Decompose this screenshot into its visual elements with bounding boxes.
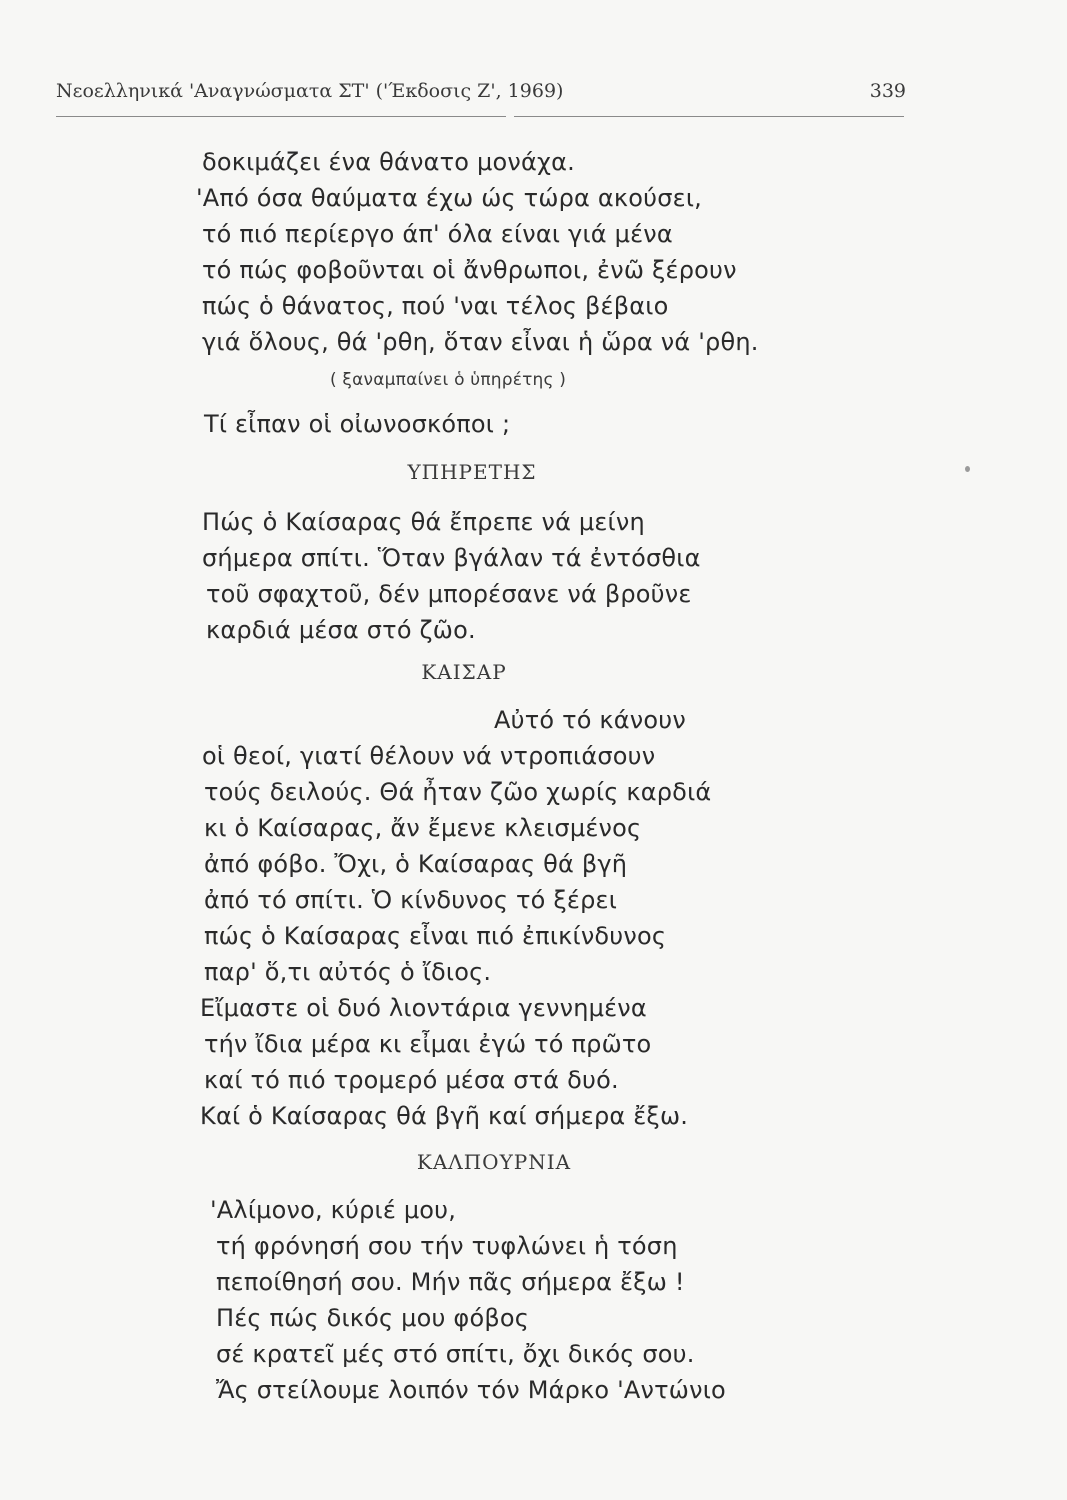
page-number: 339 [869, 80, 906, 102]
header-rule-left [56, 116, 506, 117]
running-header [56, 80, 906, 110]
verse-line: κι ὁ Καίσαρας, ἄν ἔμενε κλεισμένος [204, 814, 642, 842]
verse-line: τό πιό περίεργο άπ' όλα είναι γιά μένα [202, 220, 673, 248]
verse-line: Καί ὁ Καίσαρας θά βγῆ καί σήμερα ἔξω. [200, 1102, 689, 1130]
verse-line: ἀπό τό σπίτι. Ὁ κίνδυνος τό ξέρει [204, 886, 618, 914]
verse-line: τή φρόνησή σου τήν τυφλώνει ἡ τόση [216, 1232, 678, 1260]
book-title: Νεοελληνικά 'Αναγνώσματα ΣΤ' ('Έκδοσις Ζ', 1969) [56, 80, 564, 102]
speaker-name: ΥΠΗΡΕΤΗΣ [407, 460, 537, 484]
verse-line: τό πώς φοβοῦνται οἱ ἄνθρωποι, ἐνῶ ξέρουν [202, 256, 737, 284]
stage-direction: ( ξαναμπαίνει ὁ ὑπηρέτης ) [330, 370, 567, 390]
verse-line: οἱ θεοί, γιατί θέλουν νά ντροπιάσουν [202, 742, 656, 770]
verse-line: 'Αλίμονο, κύριέ μου, [210, 1196, 457, 1224]
verse-line: δοκιμάζει ένα θάνατο μονάχα. [202, 148, 575, 176]
verse-line: σέ κρατεῖ μές στό σπίτι, ὄχι δικός σου. [216, 1340, 695, 1368]
verse-line: παρ' ὅ,τι αὐτός ὁ ἴδιος. [204, 958, 492, 986]
speaker-name: ΚΑΛΠΟΥΡΝΙΑ [416, 1150, 572, 1174]
verse-line: Αὐτό τό κάνουν [494, 706, 686, 734]
verse-line: Ἄς στείλουμε λοιπόν τόν Μάρκο 'Αντώνιο [216, 1376, 726, 1404]
verse-line: Πές πώς δικός μου φόβος [216, 1304, 530, 1332]
verse-line: πεποίθησή σου. Μήν πᾶς σήμερα ἔξω ! [216, 1268, 685, 1296]
verse-line: σήμερα σπίτι. Ὅταν βγάλαν τά ἐντόσθια [202, 544, 701, 572]
verse-line: καί τό πιό τρομερό μέσα στά δυό. [204, 1066, 619, 1094]
paper-speck [965, 466, 970, 472]
verse-line: Πώς ὁ Καίσαρας θά ἔπρεπε νά μείνη [202, 508, 645, 536]
verse-line: τούς δειλούς. Θά ἦταν ζῶο χωρίς καρδιά [204, 778, 712, 806]
verse-line: πώς ὁ Καίσαρας εἶναι πιό ἐπικίνδυνος [204, 922, 667, 950]
header-rule-right [514, 116, 904, 117]
verse-line: ἀπό φόβο. Ὄχι, ὁ Καίσαρας θά βγῆ [204, 850, 628, 878]
verse-line: πώς ὁ θάνατος, πού 'ναι τέλος βέβαιο [202, 292, 669, 320]
verse-line: Τί εἶπαν οἱ οἰωνοσκόποι ; [204, 410, 511, 438]
speaker-name: ΚΑΙΣΑΡ [421, 660, 507, 684]
verse-line: 'Από όσα θαύματα έχω ώς τώρα ακούσει, [196, 184, 702, 212]
verse-line: καρδιά μέσα στό ζῶο. [206, 616, 476, 644]
verse-line: Εἴμαστε οἱ δυό λιοντάρια γεννημένα [200, 994, 647, 1022]
verse-line: τήν ἴδια μέρα κι εἶμαι ἐγώ τό πρῶτο [204, 1030, 652, 1058]
verse-line: τοῦ σφαχτοῦ, δέν μπορέσανε νά βροῦνε [206, 580, 692, 608]
verse-line: γιά ὅλους, θά 'ρθη, ὅταν εἶναι ἡ ὥρα νά 'ρθη. [202, 328, 759, 356]
